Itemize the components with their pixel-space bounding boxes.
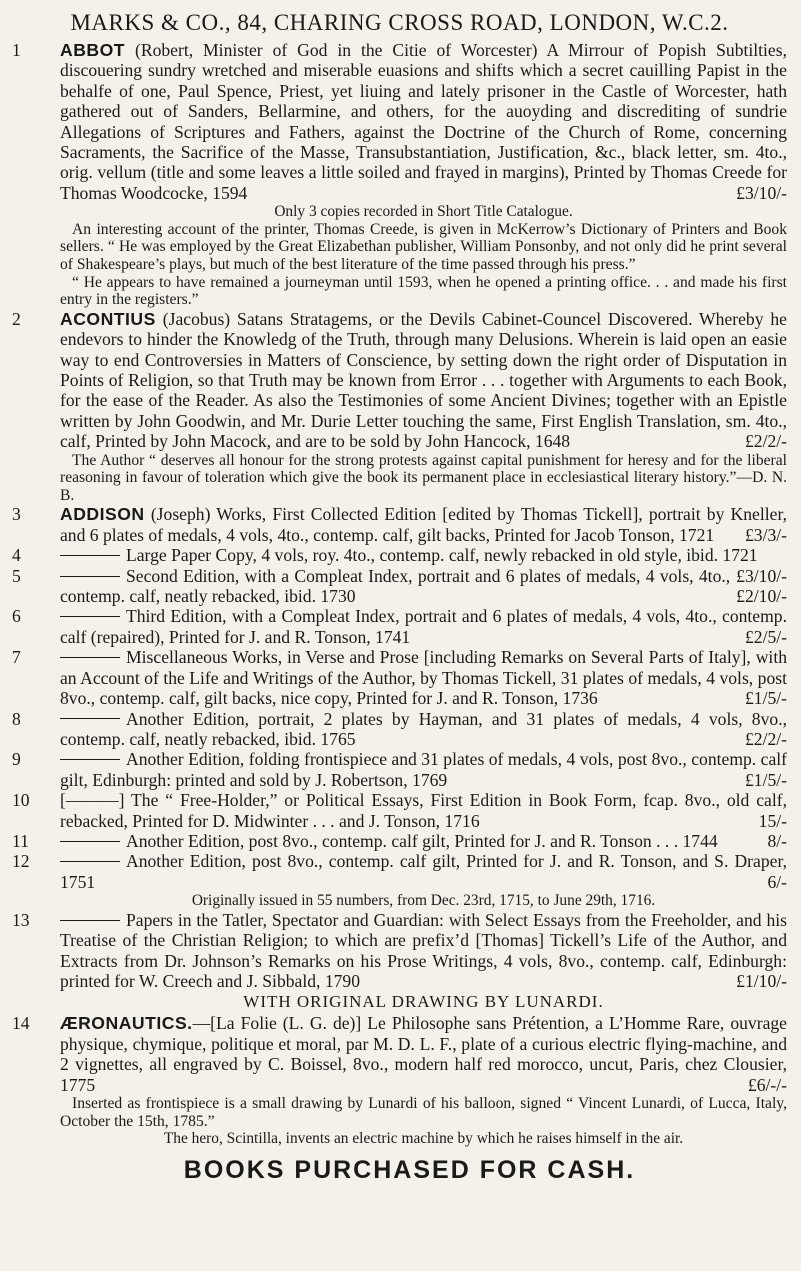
entry-number: 13 bbox=[12, 909, 30, 930]
note-copies: Only 3 copies recorded in Short Title Catalogue. bbox=[274, 203, 573, 221]
catalogue-entry-13 bbox=[12, 910, 787, 992]
entry-price: £1/10/- bbox=[736, 970, 787, 991]
entry-text: Another Edition, portrait, 2 plates by Hayman, and 31 plates of medals, 4 vols, 8vo., contemp. calf, neatly rebacked, ibid. 1765 bbox=[60, 708, 787, 749]
entry-price: £2/5/- bbox=[744, 626, 787, 647]
catalogue-entry-2 bbox=[12, 309, 787, 452]
catalogue-entry-14 bbox=[12, 1013, 787, 1095]
entry-text: Papers in the Tatler, Spectator and Guardian: with Select Essays from the Freeholder, and his Treatise of the Christian Religion; to which are prefix’d [Thomas] Tickell’s Life of the Author, and Extracts from Dr. Johnson’s Remarks on his Prose Writings, 4 vols, 8vo., contemp. calf, Edinburgh: printed for W. Creech and J. Sibbald, 1790 bbox=[60, 909, 787, 991]
entry-text: Third Edition, with a Compleat Index, portrait and 6 plates of medals, 4 vols, 4to., contemp. calf (repaired), Printed for J. and R. Tonson, 1741 bbox=[60, 606, 787, 647]
entry-title: ÆRONAUTICS. bbox=[60, 1013, 193, 1034]
entry-number: 10 bbox=[12, 790, 30, 811]
catalogue-entry-3 bbox=[12, 504, 787, 545]
entry-price: £6/-/- bbox=[747, 1074, 787, 1095]
ditto-dash bbox=[60, 759, 120, 760]
catalogue-entry-12 bbox=[12, 851, 787, 892]
note-originally-issued: Originally issued in 55 numbers, from Dec. 23rd, 1715, to June 29th, 1716. bbox=[191, 892, 656, 910]
catalogue-entry-1 bbox=[12, 40, 787, 203]
entry-price: £3/3/- bbox=[744, 524, 787, 545]
entry-number: 6 bbox=[12, 606, 21, 627]
entry-number: 4 bbox=[12, 545, 21, 566]
entry-number: 3 bbox=[12, 504, 21, 525]
entry-price: 6/- bbox=[767, 871, 787, 892]
entry-text: (Joseph) Works, First Collected Edition [edited by Thomas Tickell], portrait by Kneller, and 6 plates of medals, 4 vols, 4to., contemp. calf, gilt backs, Printed for Jacob Tonson, 1721 bbox=[60, 504, 787, 545]
catalogue-entry-7 bbox=[12, 647, 787, 708]
ditto-dash bbox=[60, 576, 120, 577]
entry-text: [———] The “ Free-Holder,” or Political Essays, First Edition in Book Form, fcap. 8vo., old calf, rebacked, Printed for D. Midwinter . . . and J. Tonson, 1716 bbox=[60, 790, 787, 831]
entry-price: 8/- bbox=[767, 830, 787, 851]
entry-title: ACONTIUS bbox=[60, 308, 156, 329]
entry-number: 9 bbox=[12, 749, 21, 770]
original-drawing-heading: WITH ORIGINAL DRAWING BY LUNARDI. bbox=[243, 992, 604, 1012]
page-footer: BOOKS PURCHASED FOR CASH. bbox=[183, 1155, 636, 1184]
catalogue-entry-8 bbox=[12, 709, 787, 750]
page-header: MARKS & CO., 84, CHARING CROSS ROAD, LONDON, W.C.2. bbox=[70, 10, 729, 35]
ditto-dash bbox=[60, 861, 120, 862]
catalogue-entry-9 bbox=[12, 749, 787, 790]
entry-number: 12 bbox=[12, 851, 30, 872]
entry-text: Large Paper Copy, 4 vols, roy. 4to., contemp. calf, newly rebacked in old style, ibid. 1721 bbox=[126, 545, 758, 566]
entry-text: Another Edition, folding frontispiece and 31 plates of medals, 4 vols, post 8vo., contemp. calf gilt, Edinburgh: printed and sold by J. Robertson, 1769 bbox=[60, 749, 787, 790]
entry-text: Another Edition, post 8vo., contemp. calf gilt, Printed for J. and R. Tonson, and S. Draper, 1751 bbox=[60, 851, 787, 892]
entry-number: 8 bbox=[12, 708, 21, 729]
note-printer: An interesting account of the printer, Thomas Creede, is given in McKerrow’s Dictionary of Printers and Book sellers. “ He was employed by the Great Elizabethan publisher, William Ponsonby, and not only did he print several of Shakespeare’s plays, but much of the best literature of the time passed through his press.” bbox=[60, 220, 787, 274]
catalogue-entry-6 bbox=[12, 606, 787, 647]
catalogue-entry-5 bbox=[12, 566, 787, 607]
entry-price: £2/2/- bbox=[744, 431, 787, 452]
entry-number: 2 bbox=[12, 308, 21, 329]
entry-text: Another Edition, post 8vo., contemp. calf gilt, Printed for J. and R. Tonson . . . 1744 bbox=[126, 830, 718, 851]
note-journeyman: “ He appears to have remained a journeyman until 1593, when he opened a printing office. . . and made his first entry in the registers.” bbox=[60, 273, 787, 309]
entry-text: Second Edition, with a Compleat Index, portrait and 6 plates of medals, 4 vols, 4to., contemp. calf, neatly rebacked, ibid. 1730 bbox=[60, 565, 731, 607]
entry-number: 1 bbox=[12, 40, 21, 60]
entry-number: 5 bbox=[12, 565, 21, 586]
entry-text: —[La Folie (L. G. de)] Le Philosophe sans Prétention, a L’Homme Rare, ouvrage physique, chymique, politique et moral, par M. D. L. F., plate of a curious electric flying-machine, and 2 vignettes, all engraved by C. Boissel, 8vo., modern half red morocco, uncut, Paris, chez Clousier, 1775 bbox=[60, 1013, 787, 1095]
ditto-dash bbox=[60, 555, 120, 556]
entry-number: 7 bbox=[12, 647, 21, 668]
note-hero: The hero, Scintilla, invents an electric machine by which he raises himself in the air. bbox=[163, 1130, 684, 1148]
entry-number: 14 bbox=[12, 1013, 30, 1034]
entry-text: Miscellaneous Works, in Verse and Prose [including Remarks on Several Parts of Italy], with an Account of the Life and Writings of the Author, by Thomas Tickell, 31 plates of medals, 4 vols, post 8vo., contemp. calf, gilt backs, nice copy, Printed for J. and R. Tonson, 1736 bbox=[60, 647, 787, 709]
catalogue-entry-11 bbox=[12, 831, 787, 851]
entry-text: (Robert, Minister of God in the Citie of Worcester) A Mirrour of Popish Subtilties, discouering sundry wretched and miserable euasions and shifts which a secret cauilling Papist in the behalfe of one, Paul Spence, Priest, yet liuing and lately prisoner in the Castle of Worcester, hath gathered out of Sanders, Bellarmine, and others, for the auoyding and discrediting of sundrie Allegations of Scriptures and Fathers, against the Doctrine of the Church of Rome, concerning Sacraments, the Sacrifice of the Masse, Transubstantiation, Justification, &c., black letter, sm. 4to., orig. vellum (title and some leaves a little soiled and frayed in margins), Printed by Thomas Creede for Thomas Woodcocke, 1594 bbox=[60, 40, 787, 203]
note-author: The Author “ deserves all honour for the strong protests against capital punishment for heresy and for the liberal reasoning in favour of toleration which give the book its permanent place in ecclesiastical literary history.”—D. N. B. bbox=[60, 451, 787, 504]
ditto-dash bbox=[60, 841, 120, 842]
entry-price: £1/5/- bbox=[744, 769, 787, 790]
entry-price: £2/2/- bbox=[744, 728, 787, 749]
entry-price: £3/10/- bbox=[736, 182, 787, 203]
entry-price: 15/- bbox=[758, 810, 787, 831]
entry-number: 11 bbox=[12, 830, 29, 851]
entry-price: £1/5/- bbox=[744, 688, 787, 709]
entry-title: ADDISON bbox=[60, 504, 145, 525]
ditto-dash bbox=[60, 718, 120, 719]
ditto-dash bbox=[60, 657, 120, 658]
ditto-dash bbox=[60, 920, 120, 921]
entry-price: £2/10/- bbox=[736, 586, 787, 607]
entry-title: ABBOT bbox=[60, 40, 126, 60]
note-frontispiece: Inserted as frontispiece is a small drawing by Lunardi of his balloon, signed “ Vincent Lunardi, of Lucca, Italy, October the 15th, 1785.” bbox=[60, 1095, 787, 1130]
catalogue-entry-10 bbox=[12, 790, 787, 831]
ditto-dash bbox=[60, 616, 120, 617]
entry-price: £3/10/- bbox=[736, 565, 787, 586]
entry-text: (Jacobus) Satans Stratagems, or the Devils Cabinet-Councel Discovered. Whereby he endevors to hinder the Knowledg of the Truth, through many Delusions. Wherein is laid open an easie way to end Controversies in Matters of Conscience, by setting down the right order of Disputation in Points of Religion, so that Truth may be known from Error . . . together with Arguments to each Book, for the ease of the Reader. As also the Testimonies of some Ancient Divines; together with an Epistle written by John Goodwin, and Mr. Durie Letter touching the same, First English Translation, sm. 4to., calf, Printed by John Macock, and are to be sold by John Hancock, 1648 bbox=[60, 308, 787, 452]
